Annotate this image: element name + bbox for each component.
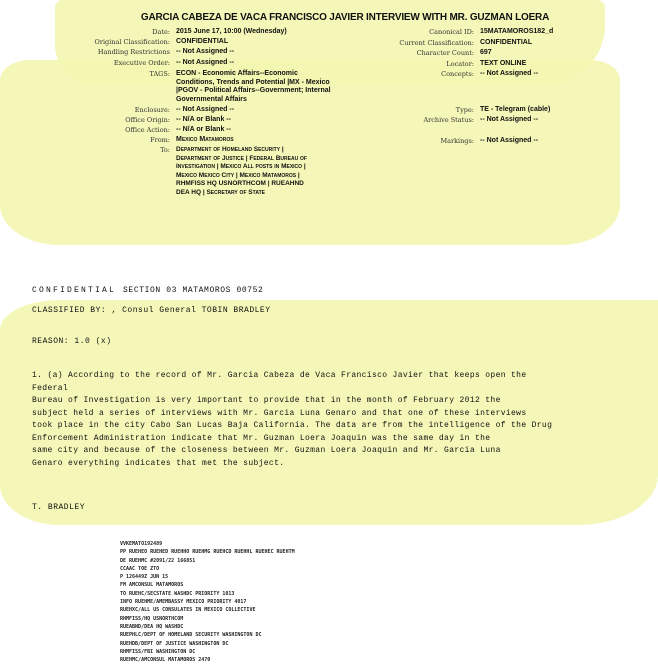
classification-marking: CONFIDENTIAL bbox=[32, 286, 117, 295]
meta-tags bbox=[176, 70, 336, 104]
routing-line: FM AMCONSUL MATAMOROS bbox=[120, 582, 184, 589]
routing-line: RUEPHLC/DEPT OF HOMELAND SECURITY WASHINGTON DC bbox=[120, 632, 262, 639]
recipient-line: Investigation | Mexico All posts in Mexico | bbox=[176, 163, 306, 170]
meta-archive-status bbox=[366, 116, 646, 126]
meta-to bbox=[176, 146, 336, 197]
body-line: Federal bbox=[32, 383, 69, 393]
routing-line: RUEHDB/DEPT OF JUSTICE WASHINGTON DC bbox=[120, 640, 229, 647]
meta-canonical-id bbox=[366, 28, 646, 38]
document-title: GARCIA CABEZA DE VACA FRANCISCO JAVIER INTERVIEW WITH MR. GUZMAN LOERA bbox=[140, 12, 550, 23]
meta-label: Office Origin: bbox=[125, 116, 170, 124]
meta-value: -- Not Assigned -- bbox=[176, 106, 235, 113]
meta-value: -- Not Assigned -- bbox=[480, 116, 539, 123]
routing-line: RHMFISS/HQ USNORTHCOM bbox=[120, 615, 184, 622]
tag-line: |PGOV - Political Affairs--Government; Internal bbox=[176, 87, 331, 94]
meta-enclosure bbox=[0, 106, 340, 116]
meta-original-classification bbox=[0, 38, 340, 48]
body-line: 1. (a) According to the record of Mr. Garcia Cabeza de Vaca Francisco Javier that keeps open the bbox=[32, 371, 527, 380]
meta-character-count bbox=[366, 49, 646, 59]
cable-routing-header bbox=[120, 540, 295, 664]
meta-value: 2015 June 17, 10:00 (Wednesday) bbox=[176, 28, 287, 35]
meta-value: -- Not Assigned -- bbox=[176, 59, 235, 66]
body-line: subject held a series of interviews with Mr. Garcia Luna Genaro and that one of these interviews bbox=[32, 408, 527, 418]
tag-line: Governmental Affairs bbox=[176, 95, 247, 103]
recipient-line: Mexico Mexico City | Mexico Matamoros | bbox=[176, 171, 300, 179]
classification-line bbox=[32, 286, 263, 295]
routing-line: RUEHMC/AMCONSUL MATAMOROS 2470 bbox=[120, 657, 211, 664]
meta-from bbox=[0, 136, 340, 146]
cable-body bbox=[32, 370, 642, 470]
reason-line: REASON: 1.0 (x) bbox=[32, 337, 112, 346]
routing-line: PP RUEHEO RUEHED RUEHHO RUEHMG RUEHCD RUEHHL RUEHEC RUEHTM bbox=[120, 549, 295, 556]
meta-type bbox=[366, 106, 646, 116]
body-line: same city and because of the closeness between Mr. Guzman Loera Joaquin and Mr. Garcia Luna bbox=[32, 446, 501, 455]
meta-label: Original Classification: bbox=[94, 38, 170, 46]
meta-value: 15MATAMOROS182_d bbox=[480, 28, 554, 35]
meta-label: Concepts: bbox=[441, 70, 474, 78]
recipient-line: DEA HQ | Secretary of State bbox=[176, 188, 265, 196]
recipient-line: RHMFISS HQ USNORTHCOM | RUEAHND bbox=[176, 180, 304, 187]
meta-value: TE - Telegram (cable) bbox=[480, 106, 551, 113]
recipient-line: Department of Homeland Security | bbox=[176, 146, 284, 153]
meta-label: Type: bbox=[455, 106, 474, 114]
meta-label: Locator: bbox=[446, 60, 474, 68]
meta-value: -- N/A or Blank -- bbox=[176, 126, 231, 133]
routing-line: DE RUEHMC #2091/22 166851 bbox=[120, 557, 196, 564]
meta-current-classification bbox=[366, 39, 646, 49]
routing-line: CCAAC TOE ZTO bbox=[120, 565, 160, 572]
meta-handling bbox=[0, 48, 340, 58]
meta-label: Office Action: bbox=[125, 126, 170, 134]
routing-line: RUEABND/DEA HQ WASHDC bbox=[120, 623, 184, 630]
meta-executive-order bbox=[0, 59, 340, 69]
meta-value: TEXT ONLINE bbox=[480, 60, 527, 67]
meta-label: Enclosure: bbox=[134, 106, 170, 114]
meta-concepts bbox=[366, 70, 646, 80]
body-line: took place in the city Cabo San Lucas Baja California. The data are from the intelligence of the Drug bbox=[32, 421, 553, 430]
meta-value: CONFIDENTIAL bbox=[176, 38, 229, 45]
routing-line: RUEHXC/ALL US CONSULATES IN MEXICO COLLECTIVE bbox=[120, 607, 256, 614]
meta-markings bbox=[366, 137, 646, 147]
routing-line: P 126449Z JUN 15 bbox=[120, 574, 169, 581]
routing-line: RHMFISS/FBI WASHINGTON DC bbox=[120, 648, 196, 655]
meta-office-origin bbox=[0, 116, 340, 126]
meta-label: Current Classification: bbox=[399, 39, 474, 47]
routing-line: VVKEMATO192489 bbox=[120, 541, 163, 547]
recipient-line: Department of Justice | Federal Bureau of bbox=[176, 154, 307, 162]
meta-label: Handling Restrictions bbox=[97, 48, 170, 56]
meta-label: TAGS: bbox=[149, 70, 170, 78]
body-line: Genaro everything indicates that met the subject. bbox=[32, 458, 285, 468]
meta-label: To: bbox=[160, 146, 170, 154]
meta-value: -- Not Assigned -- bbox=[480, 137, 539, 144]
meta-label: Executive Order: bbox=[113, 59, 170, 67]
routing-line: INFO RUEHME/AMEMBASSY MEXICO PRIORITY 4017 bbox=[120, 599, 247, 606]
meta-value: Mexico Matamoros bbox=[176, 136, 234, 143]
meta-label: Archive Status: bbox=[423, 116, 474, 124]
meta-value: -- Not Assigned -- bbox=[176, 48, 235, 55]
meta-label: Canonical ID: bbox=[429, 28, 474, 36]
meta-label: Markings: bbox=[440, 137, 474, 145]
meta-label: From: bbox=[150, 136, 170, 144]
classified-by: CLASSIFIED BY: , Consul General TOBIN BRADLEY bbox=[32, 306, 271, 315]
meta-label: Date: bbox=[152, 28, 170, 36]
meta-value: -- N/A or Blank -- bbox=[176, 116, 231, 123]
tag-line: Conditions, Trends and Potential |MX - Mexico bbox=[176, 78, 330, 86]
body-line: Bureau of Investigation is very important to provide that in the month of February 2012 the bbox=[32, 396, 501, 405]
routing-line: TO RUEHC/SECSTATE WASHDC PRIORITY 1013 bbox=[120, 590, 235, 597]
signature: T. BRADLEY bbox=[32, 503, 86, 512]
section-reference: SECTION 03 MATAMOROS 00752 bbox=[123, 286, 264, 295]
meta-value: -- Not Assigned -- bbox=[480, 70, 539, 77]
meta-office-action bbox=[0, 126, 340, 136]
meta-value: 697 bbox=[480, 49, 492, 56]
tag-line: ECON - Economic Affairs--Economic bbox=[176, 70, 298, 77]
meta-value: CONFIDENTIAL bbox=[480, 39, 533, 46]
meta-date bbox=[0, 28, 340, 38]
meta-label: Character Count: bbox=[416, 49, 474, 57]
body-line: Enforcement Administration indicate that Mr. Guzman Loera Joaquin was the same day in the bbox=[32, 433, 491, 443]
meta-locator bbox=[366, 60, 646, 70]
